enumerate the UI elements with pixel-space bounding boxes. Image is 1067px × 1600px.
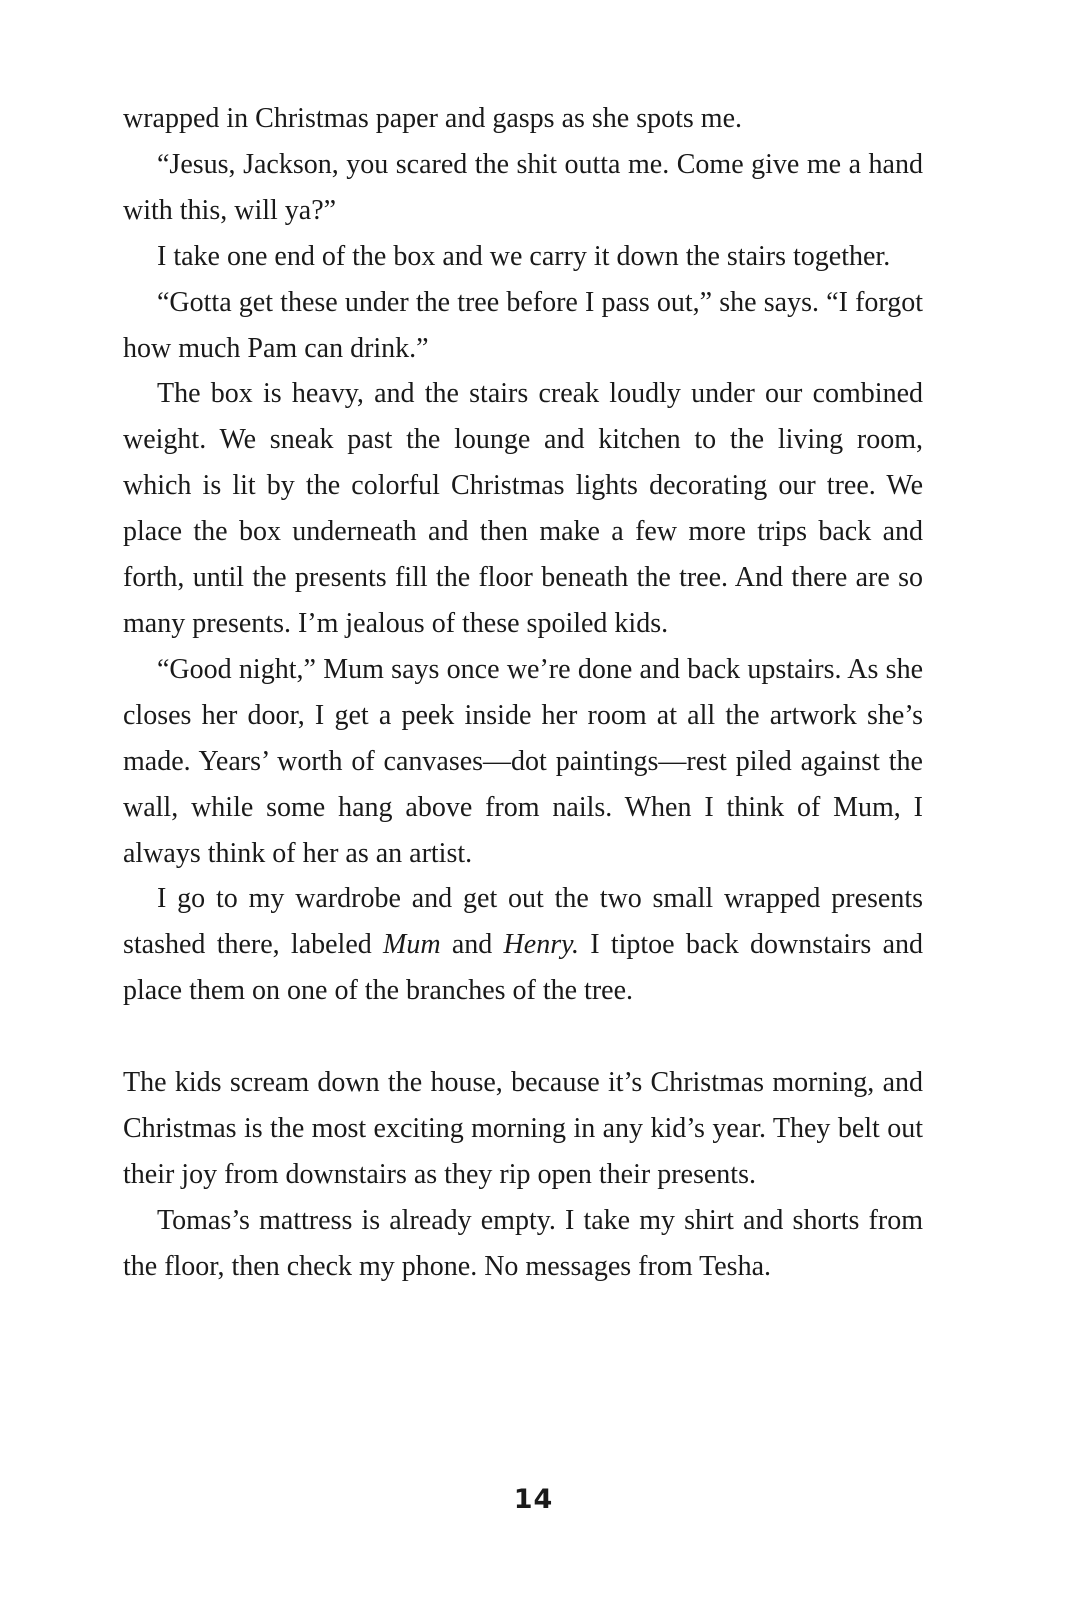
label-mum: Mum (383, 929, 441, 961)
paragraph: The kids scream down the house, because it’s Christmas morning, and Christmas is the most exciting morning in any kid’s year. They belt out their joy from downstairs as they rip open their presents. (123, 1067, 923, 1190)
paragraph: “Good night,” Mum says once we’re done and back upstairs. As she closes her door, I get a peek inside her room at all the artwork she’s made. Years’ worth of canvases—dot paintings—rest piled against the wall, while some hang above from nails. When I think of Mum, I always think of her as an artist. (123, 653, 923, 869)
paragraph: I take one end of the box and we carry it down the stairs together. (157, 240, 891, 272)
paragraph: wrapped in Christmas paper and gasps as she spots me. (123, 103, 742, 134)
page-number: 14 (513, 1484, 554, 1515)
paragraph-text: and (440, 929, 504, 961)
paragraph: Tomas’s mattress is already empty. I take my shirt and shorts from the floor, then check my phone. No messages from Tesha. (123, 1204, 923, 1282)
paragraph-with-labels (123, 876, 923, 1014)
body-text (123, 96, 923, 1290)
paragraph-text: I go to my wardrobe and get out the two small wrapped presents stashed there, labeled (123, 883, 923, 961)
paragraph: The box is heavy, and the stairs creak loudly under our combined weight. We sneak past the lounge and kitchen to the living room, which is lit by the colorful Christmas lights decorating our tree. We place the box underneath and then make a few more trips back and forth, until the presents fill the floor beneath the tree. And there are so many presents. I’m jealous of these spoiled kids. (123, 378, 923, 639)
paragraph: “Jesus, Jackson, you scared the shit outta me. Come give me a hand with this, will ya?” (123, 148, 923, 226)
label-henry: Henry. (503, 929, 579, 961)
paragraph-text: I tiptoe back downstairs and place them on one of the branches of the tree. (123, 929, 924, 1007)
paragraph: “Gotta get these under the tree before I pass out,” she says. “I forgot how much Pam can drink.” (123, 286, 923, 364)
